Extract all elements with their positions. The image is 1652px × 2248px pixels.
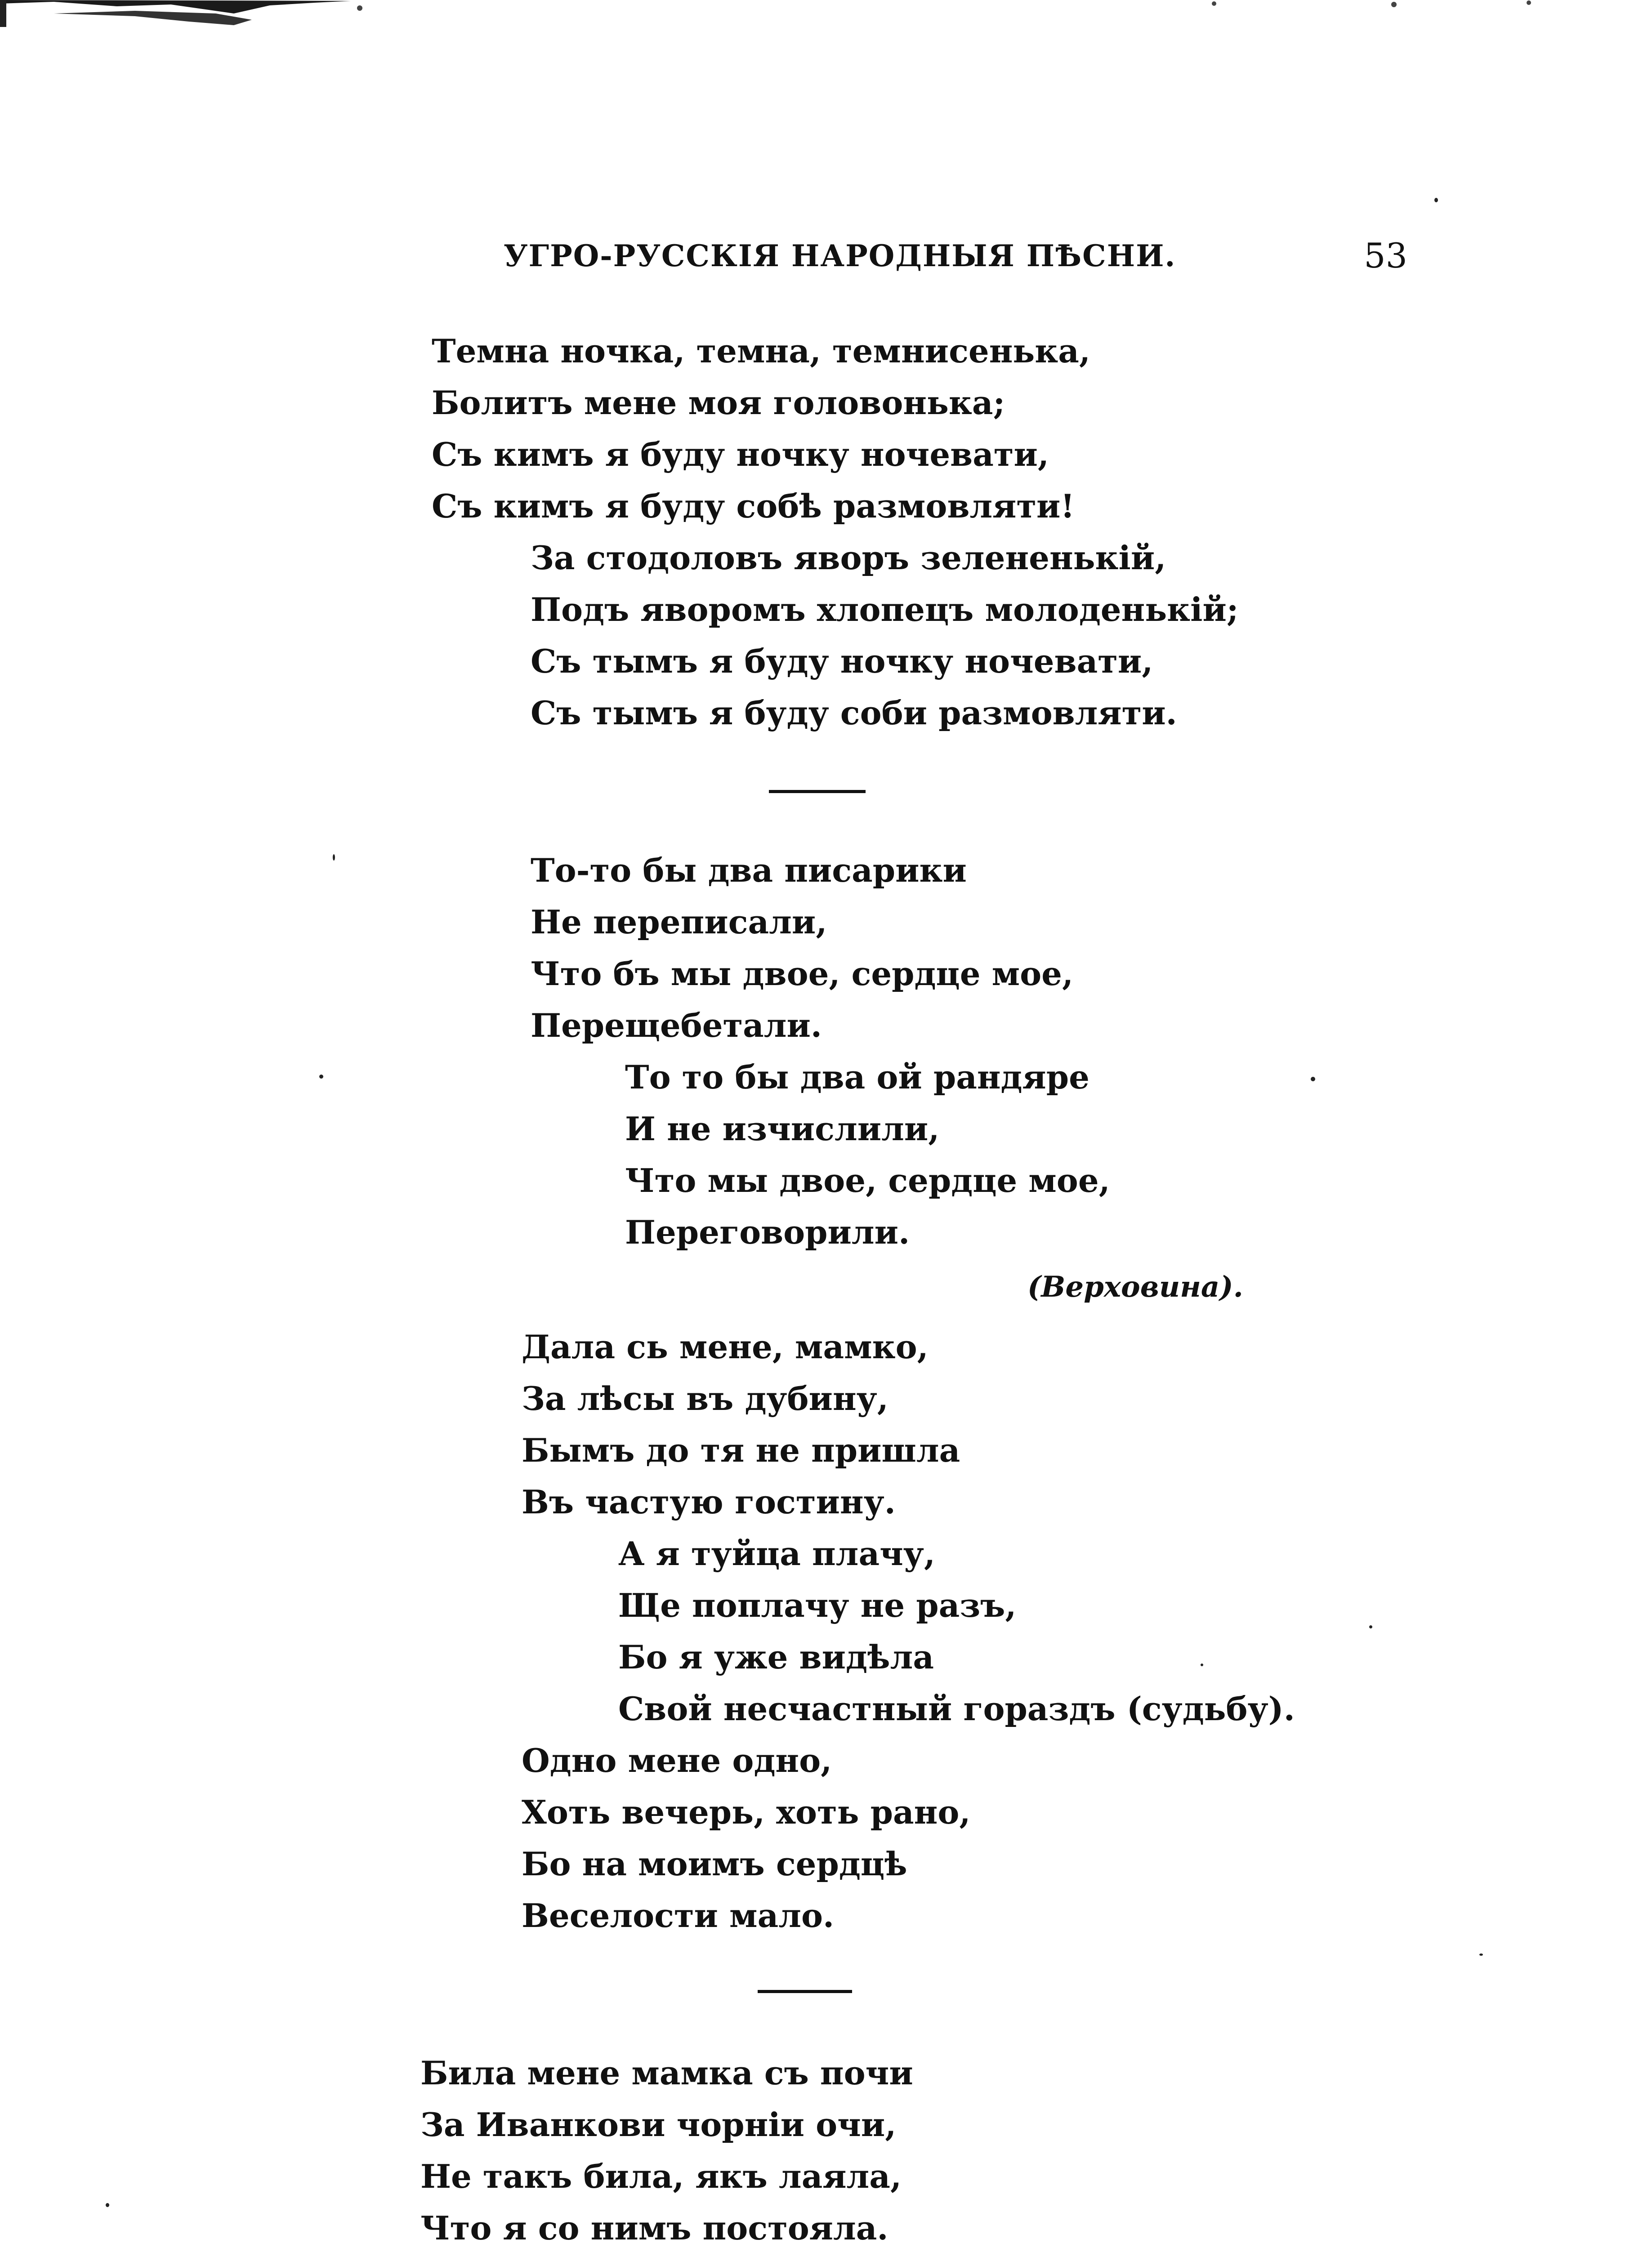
verse-line: А я туйца плачу,	[618, 1534, 935, 1573]
section-divider	[769, 790, 866, 793]
running-header	[504, 238, 1407, 279]
verse-line: И не изчислили,	[625, 1110, 940, 1148]
verse-line: Бо на моимъ сердцѣ	[522, 1845, 907, 1883]
scan-speck	[1369, 1625, 1372, 1628]
verse-line: За лѣсы въ дубину,	[522, 1379, 889, 1418]
verse-line: Била мене мамка съ почи	[420, 2054, 913, 2092]
verse-line: Что мы двое, сердце мое,	[625, 1161, 1110, 1200]
scan-speck	[333, 854, 335, 861]
verse-line: Съ кимъ я буду собѣ размовляти!	[432, 487, 1075, 525]
song-source-note: (Верховина).	[1027, 1270, 1243, 1304]
verse-line: Переговорили.	[625, 1213, 910, 1251]
verse-line: Дала сь мене, мамко,	[522, 1328, 929, 1366]
scan-speck	[1311, 1077, 1315, 1081]
scan-speck	[106, 2203, 109, 2207]
verse-line: Болитъ мене моя головонька;	[432, 384, 1005, 422]
verse-line: Съ кимъ я буду ночку ночевати,	[432, 435, 1049, 473]
verse-line: Бымъ до тя не пришла	[522, 1431, 960, 1469]
scan-edge-noise	[0, 0, 1652, 27]
verse-line: За стодоловъ яворъ зелененькій,	[531, 539, 1166, 577]
verse-line: Веселости мало.	[522, 1896, 835, 1935]
verse-line: Хоть вечерь, хоть рано,	[522, 1793, 971, 1831]
verse-line: Что бъ мы двое, сердце мое,	[531, 955, 1074, 993]
verse-line: То то бы два ой рандяре	[625, 1058, 1089, 1096]
scan-speck	[1434, 198, 1438, 202]
section-divider	[758, 1990, 852, 1993]
page-number: 53	[1364, 236, 1407, 276]
verse-line: Подъ яворомъ хлопецъ молоденькій;	[531, 590, 1239, 629]
verse-line: За Иванкови чорніи очи,	[420, 2105, 897, 2144]
scan-speck	[1201, 1664, 1203, 1666]
running-title: УГРО-РУССКІЯ НАРОДНЫЯ ПѢСНИ.	[504, 238, 1176, 273]
verse-line: Что я со нимъ постояла.	[420, 2209, 889, 2247]
verse-line: Одно мене одно,	[522, 1741, 832, 1780]
verse-line: Бо я уже видѣла	[618, 1638, 934, 1676]
verse-line: Въ частую гостину.	[522, 1483, 896, 1521]
verse-line: То-то бы два писарики	[531, 851, 967, 889]
verse-line: Ще поплачу не разъ,	[618, 1586, 1017, 1624]
verse-line: Не переписали,	[531, 903, 827, 941]
verse-line: Темна ночка, темна, темнисенька,	[432, 332, 1090, 370]
verse-line: Свой несчастный гораздъ (судьбу).	[618, 1690, 1295, 1728]
scan-speck	[319, 1075, 323, 1079]
verse-line: Съ тымъ я буду соби размовляти.	[531, 694, 1177, 732]
verse-line: Съ тымъ я буду ночку ночевати,	[531, 642, 1153, 680]
verse-line: Не такъ била, якъ лаяла,	[420, 2157, 902, 2195]
scan-speck	[1479, 1954, 1483, 1956]
verse-line: Перещебетали.	[531, 1006, 822, 1044]
